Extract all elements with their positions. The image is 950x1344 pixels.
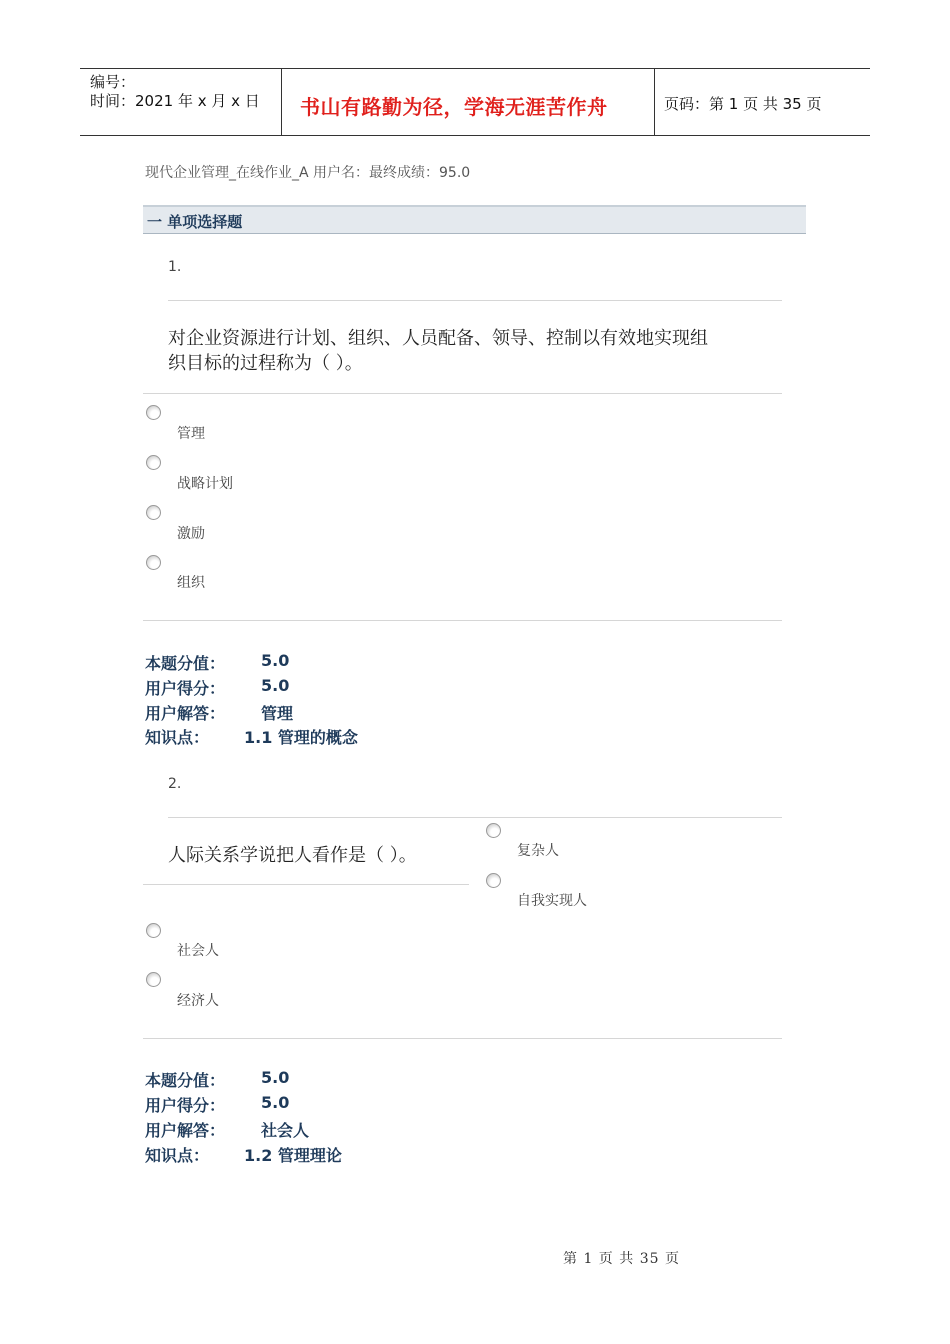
divider (143, 884, 469, 885)
option-radio[interactable] (486, 873, 501, 888)
knowledge-value: 1.2 管理理论 (244, 1146, 342, 1165)
divider (143, 620, 782, 621)
option-label: 组织 (177, 575, 205, 591)
option-label: 战略计划 (177, 476, 233, 492)
header-top-border (80, 68, 870, 69)
option-label: 自我实现人 (517, 893, 587, 909)
user-score-value: 5.0 (261, 676, 290, 695)
divider (168, 300, 782, 301)
user-answer-value: 社会人 (261, 1121, 310, 1140)
divider (168, 817, 782, 818)
header-motto: 书山有路勤为径，学海无涯苦作舟 (300, 95, 608, 119)
header-divider (281, 68, 282, 136)
option-radio[interactable] (146, 923, 161, 938)
page-subtitle: 现代企业管理_在线作业_A 用户名：最终成绩：95.0 (145, 165, 471, 181)
header-number-label: 编号： (90, 73, 136, 91)
score-label: 本题分值： (145, 654, 226, 673)
knowledge-label: 知识点： (145, 728, 210, 747)
option-radio[interactable] (146, 555, 161, 570)
header-bottom-border (80, 135, 870, 136)
option-label: 复杂人 (517, 843, 559, 859)
section-header (143, 205, 806, 234)
question-text (168, 326, 708, 376)
option-label: 经济人 (177, 993, 219, 1009)
divider (143, 1038, 782, 1039)
question-number: 1. (168, 259, 182, 275)
option-radio[interactable] (486, 823, 501, 838)
question-text: 人际关系学说把人看作是（ ）。 (168, 845, 417, 866)
score-label: 本题分值： (145, 1071, 226, 1090)
option-label: 管理 (177, 426, 205, 442)
option-radio[interactable] (146, 455, 161, 470)
header-time-label: 时间：2021 年 x 月 x 日 (90, 92, 260, 110)
divider (143, 393, 782, 394)
option-label: 激励 (177, 526, 205, 542)
question-number: 2. (168, 776, 182, 792)
header-divider (654, 68, 655, 136)
user-score-label: 用户得分： (145, 679, 226, 698)
user-answer-label: 用户解答： (145, 704, 226, 723)
score-value: 5.0 (261, 1068, 290, 1087)
knowledge-value: 1.1 管理的概念 (244, 728, 358, 747)
user-answer-label: 用户解答： (145, 1121, 226, 1140)
option-radio[interactable] (146, 405, 161, 420)
user-answer-value: 管理 (261, 704, 294, 723)
question-text-line: 对企业资源进行计划、组织、人员配备、领导、控制以有效地实现组 (168, 328, 708, 349)
score-value: 5.0 (261, 651, 290, 670)
option-radio[interactable] (146, 505, 161, 520)
user-score-value: 5.0 (261, 1093, 290, 1112)
option-radio[interactable] (146, 972, 161, 987)
user-score-label: 用户得分： (145, 1096, 226, 1115)
page-footer: 第 1 页 共 35 页 (563, 1251, 680, 1267)
question-text-line: 织目标的过程称为（ ）。 (168, 353, 363, 374)
knowledge-label: 知识点： (145, 1146, 210, 1165)
header-page-label: 页码：第 1 页 共 35 页 (664, 95, 822, 113)
option-label: 社会人 (177, 943, 219, 959)
section-title: 一 单项选择题 (147, 213, 243, 231)
